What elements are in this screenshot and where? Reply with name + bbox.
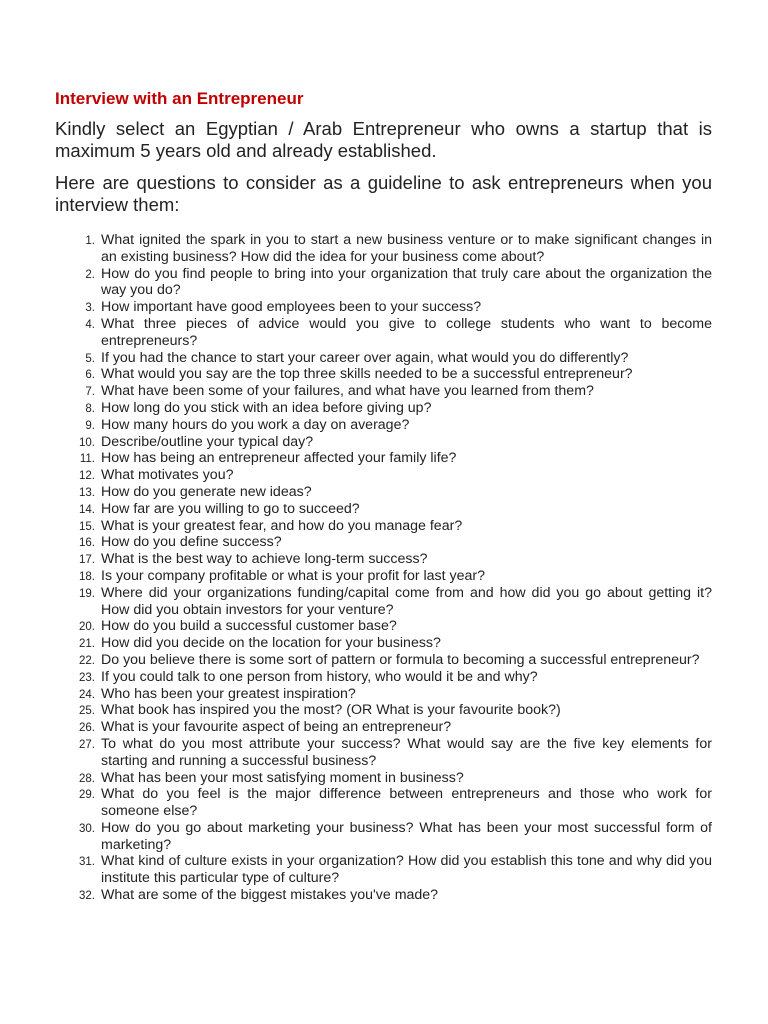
list-item [55, 400, 712, 417]
list-item [55, 635, 712, 652]
list-item-number: 29. [79, 789, 95, 802]
list-item [55, 350, 712, 367]
list-item-number: 17. [79, 554, 95, 567]
list-item-text: What have been some of your failures, and what have you learned from them? [101, 383, 594, 400]
list-item [55, 887, 712, 904]
document-title: Interview with an Entrepreneur [55, 89, 304, 108]
intro-paragraph-2: Here are questions to consider as a guideline to ask entrepreneurs when you interview them: [55, 172, 712, 215]
list-item-text: Where did your organizations funding/capital come from and how did you go about getting it? How did you obtain investors for your venture? [101, 584, 712, 618]
list-item-text: What kind of culture exists in your organization? How did you establish this tone and why did you institute this particular type of culture? [101, 853, 712, 887]
intro-paragraph-1: Kindly select an Egyptian / Arab Entrepreneur who owns a startup that is maximum 5 years old and already established. [55, 118, 712, 161]
list-item-number: 5. [85, 352, 95, 365]
list-item-number: 32. [79, 890, 95, 903]
list-item-text: What do you feel is the major difference between entrepreneurs and those who work for someone else? [101, 786, 712, 820]
list-item-text: Who has been your greatest inspiration? [101, 685, 356, 702]
list-item-text: What is the best way to achieve long-term success? [101, 551, 428, 568]
list-item [55, 652, 712, 669]
list-item [55, 618, 712, 635]
list-item [55, 518, 712, 535]
list-item-text: How has being an entrepreneur affected your family life? [101, 450, 457, 467]
list-item-text: How do you define success? [101, 534, 282, 551]
list-item [55, 853, 712, 887]
list-item-text: How do you build a successful customer base? [101, 618, 397, 635]
list-item-text: How do you find people to bring into your organization that truly care about the organization the way you do? [101, 265, 712, 299]
list-item [55, 702, 712, 719]
list-item [55, 383, 712, 400]
list-item-number: 30. [79, 822, 95, 835]
list-item-text: What book has inspired you the most? (OR What is your favourite book?) [101, 702, 561, 719]
list-item [55, 434, 712, 451]
list-item-text: Do you believe there is some sort of pattern or formula to becoming a successful entrepreneur? [101, 651, 700, 668]
list-item-text: To what do you most attribute your success? What would say are the five key elements for starting and running a successful business? [101, 735, 712, 769]
list-item-text: Describe/outline your typical day? [101, 433, 314, 450]
list-item-number: 22. [79, 654, 95, 667]
list-item [55, 786, 712, 820]
list-item [55, 669, 712, 686]
list-item [55, 266, 712, 300]
list-item [55, 551, 712, 568]
list-item-number: 15. [79, 520, 95, 533]
list-item-number: 7. [85, 386, 95, 399]
document-page [55, 88, 712, 904]
list-item [55, 568, 712, 585]
list-item-text: How did you decide on the location for your business? [101, 635, 441, 652]
list-item-text: What motivates you? [101, 467, 234, 484]
list-item [55, 484, 712, 501]
questions-list [55, 232, 712, 904]
list-item-text: How many hours do you work a day on average? [101, 416, 410, 433]
list-item [55, 450, 712, 467]
list-item-number: 6. [85, 369, 95, 382]
list-item [55, 770, 712, 787]
list-item-text: What is your favourite aspect of being an entrepreneur? [101, 719, 452, 736]
list-item-text: How do you generate new ideas? [101, 483, 312, 500]
list-item-number: 23. [79, 671, 95, 684]
list-item-number: 25. [79, 705, 95, 718]
list-item-number: 31. [79, 856, 95, 869]
list-item [55, 501, 712, 518]
list-item-number: 21. [79, 638, 95, 651]
list-item-text: What ignited the spark in you to start a new business venture or to make significant changes in an existing business? How did the idea for your business come about? [101, 232, 712, 265]
list-item-text: What would you say are the top three skills needed to be a successful entrepreneur? [101, 366, 633, 383]
list-item [55, 719, 712, 736]
list-item-text: If you had the chance to start your career over again, what would you do differently? [101, 349, 629, 366]
list-item [55, 417, 712, 434]
list-item-number: 1. [85, 235, 95, 247]
list-item-number: 19. [79, 587, 95, 600]
list-item-number: 28. [79, 772, 95, 785]
list-item-number: 27. [79, 738, 95, 751]
list-item-text: How important have good employees been to your success? [101, 299, 482, 316]
list-item-number: 2. [85, 268, 95, 281]
list-item-number: 14. [79, 503, 95, 516]
list-item [55, 299, 712, 316]
list-item-text: What are some of the biggest mistakes you've made? [101, 887, 439, 904]
list-item-number: 8. [85, 402, 95, 415]
list-item [55, 467, 712, 484]
list-item [55, 820, 712, 854]
list-item-text: What three pieces of advice would you give to college students who want to become entrepreneurs? [101, 315, 712, 349]
list-item [55, 366, 712, 383]
list-item-number: 16. [79, 537, 95, 550]
list-item-number: 24. [79, 688, 95, 701]
list-item [55, 534, 712, 551]
list-item-number: 13. [79, 486, 95, 499]
list-item [55, 736, 712, 770]
list-item-number: 3. [85, 302, 95, 315]
list-item-text: If you could talk to one person from history, who would it be and why? [101, 668, 538, 685]
list-item-number: 9. [85, 419, 95, 432]
list-item-text: How do you go about marketing your business? What has been your most successful form of marketing? [101, 819, 712, 853]
list-item-number: 26. [79, 722, 95, 735]
list-item-number: 4. [85, 318, 95, 331]
list-item-text: What has been your most satisfying moment in business? [101, 769, 464, 786]
list-item [55, 232, 712, 266]
list-item [55, 585, 712, 619]
list-item-text: How long do you stick with an idea before giving up? [101, 399, 432, 416]
list-item [55, 686, 712, 703]
list-item-number: 12. [79, 470, 95, 483]
list-item-text: Is your company profitable or what is your profit for last year? [101, 567, 486, 584]
list-item-text: What is your greatest fear, and how do you manage fear? [101, 517, 463, 534]
list-item-number: 10. [79, 436, 95, 449]
list-item-number: 11. [79, 453, 95, 466]
list-item-number: 18. [79, 570, 95, 583]
list-item-text: How far are you willing to go to succeed? [101, 500, 360, 517]
list-item [55, 316, 712, 350]
list-item-number: 20. [79, 621, 95, 634]
